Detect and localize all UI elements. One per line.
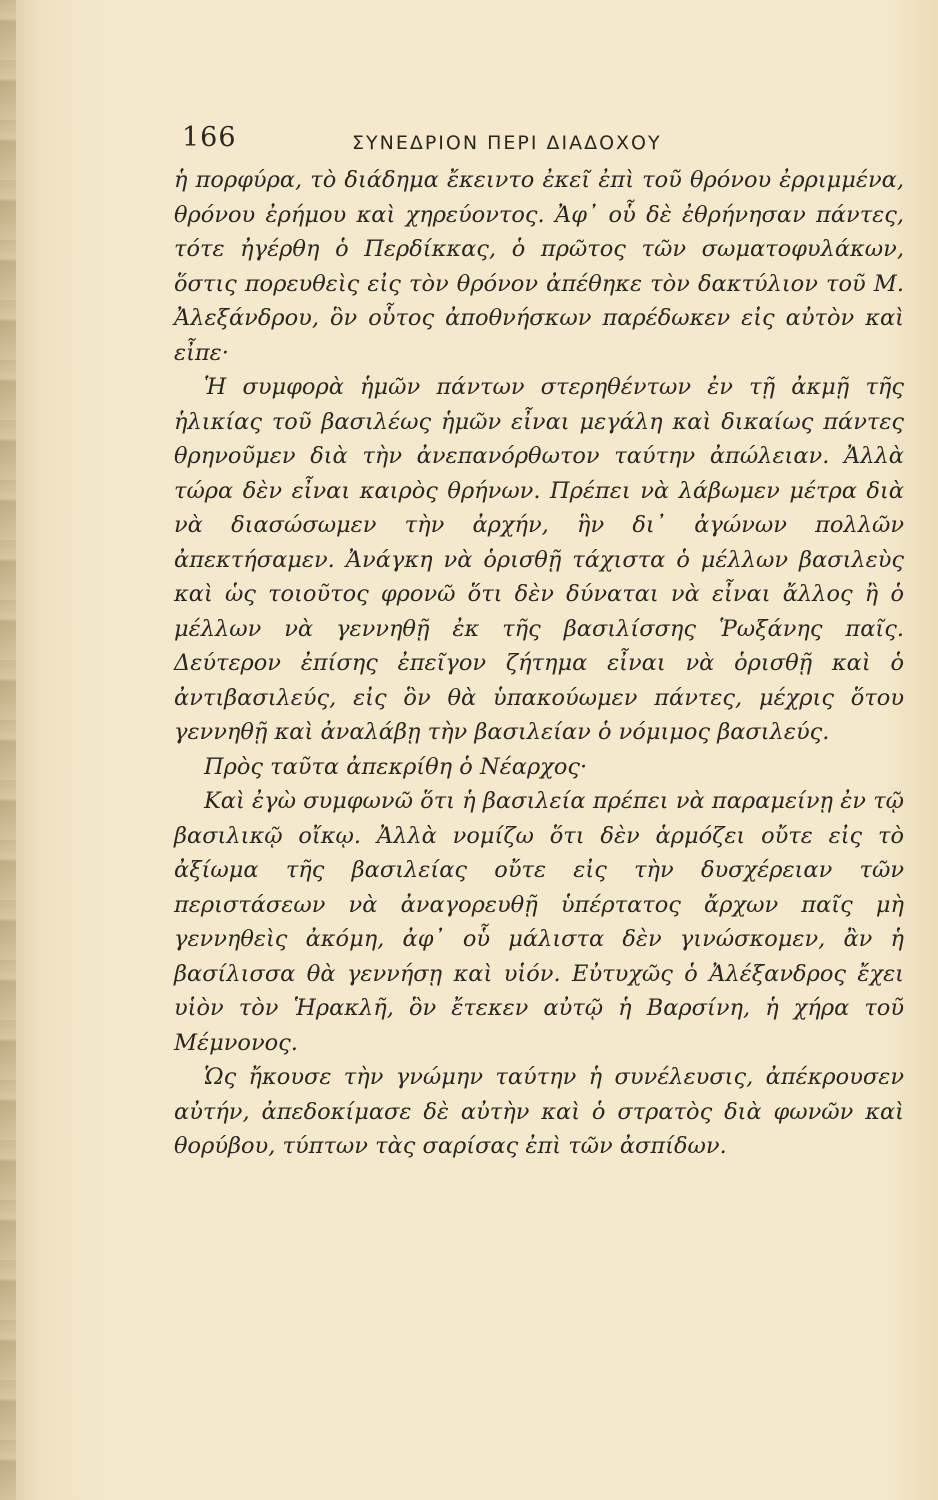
paragraph-2: Ἡ συμφορὰ ἡμῶν πάντων στερηθέντων ἐν τῇ ἀκμῇ τῆς ἡλικίας τοῦ βασιλέως ἡμῶν εἶναι μεγάλη καὶ δικαίως πάντες θρηνοῦμεν διὰ τὴν ἀνεπανόρθωτον ταύτην ἀπώλειαν. Ἀλλὰ τώρα δὲν εἶναι καιρὸς θρήνων. Πρέπει νὰ λάβωμεν μέτρα διὰ νὰ διασώσωμεν τὴν ἀρχήν, ἣν δι᾽ ἀγώνων πολλῶν ἀπεκτήσαμεν. Ἀνάγκη νὰ ὁρισθῇ τάχιστα ὁ μέλλων βασιλεὺς καὶ ὡς τοιοῦτος φρονῶ ὅτι δὲν δύναται νὰ εἶναι ἄλλος ἢ ὁ μέλλων νὰ γεννηθῇ ἐκ τῆς βασιλίσσης Ῥωξάνης παῖς. Δεύτερον ἐπίσης ἐπεῖγον ζήτημα εἶναι νὰ ὁρισθῇ καὶ ὁ ἀντιβασιλεύς, εἰς ὃν θὰ ὑπακούωμεν πάντες, μέχρις ὅτου γεννηθῇ καὶ ἀναλάβῃ τὴν βασιλείαν ὁ νόμιμος βασιλεύς. xyxy=(174,374,904,745)
page-body-text xyxy=(174,163,904,1164)
paragraph-4: Καὶ ἐγὼ συμφωνῶ ὅτι ἡ βασιλεία πρέπει νὰ παραμείνῃ ἐν τῷ βασιλικῷ οἴκῳ. Ἀλλὰ νομίζω ὅτι δὲν ἁρμόζει οὔτε εἰς τὸ ἀξίωμα τῆς βασιλείας οὔτε εἰς τὴν δυσχέρειαν τῶν περιστάσεων νὰ ἀναγορευθῇ ὑπέρτατος ἄρχων παῖς μὴ γεννηθεὶς ἀκόμη, ἀφ᾽ οὗ μάλιστα δὲν γινώσκομεν, ἂν ἡ βασίλισσα θὰ γεννήσῃ καὶ υἱόν. Εὐτυχῶς ὁ Ἀλέξανδρος ἔχει υἱὸν τὸν Ἡρακλῆ, ὃν ἔτεκεν αὐτῷ ἡ Βαρσίνη, ἡ χήρα τοῦ Μέμνονος. xyxy=(174,788,904,1056)
paragraph-1: ἡ πορφύρα, τὸ διάδημα ἔκειντο ἐκεῖ ἐπὶ τοῦ θρόνου ἐρριμμένα, θρόνου ἐρήμου καὶ χηρεύοντος. Ἀφ᾽ οὗ δὲ ἐθρήνησαν πάντες, τότε ἠγέρθη ὁ Περδίκκας, ὁ πρῶτος τῶν σωματοφυλάκων, ὅστις πορευθεὶς εἰς τὸν θρόνον ἀπέθηκε τὸν δακτύλιον τοῦ Μ. Ἀλεξάνδρου, ὃν οὗτος ἀποθνήσκων παρέδωκεν εἰς αὐτὸν καὶ εἶπε· xyxy=(174,167,904,366)
paragraph-5: Ὡς ἤκουσε τὴν γνώμην ταύτην ἡ συνέλευσις, ἀπέκρουσεν αὐτήν, ἀπεδοκίμασε δὲ αὐτὴν καὶ ὁ στρατὸς διὰ φωνῶν καὶ θορύβου, τύπτων τὰς σαρίσας ἐπὶ τῶν ἀσπίδων. xyxy=(174,1064,904,1159)
page-number: 166 xyxy=(182,122,237,153)
page-binding-edge xyxy=(0,0,16,1500)
page-header xyxy=(182,122,902,162)
running-title: ΣΥΝΕΔΡΙΟΝ ΠΕΡΙ ΔΙΑΔΟΧΟΥ xyxy=(352,132,662,154)
paragraph-3: Πρὸς ταῦτα ἀπεκρίθη ὁ Νέαρχος· xyxy=(204,753,588,780)
